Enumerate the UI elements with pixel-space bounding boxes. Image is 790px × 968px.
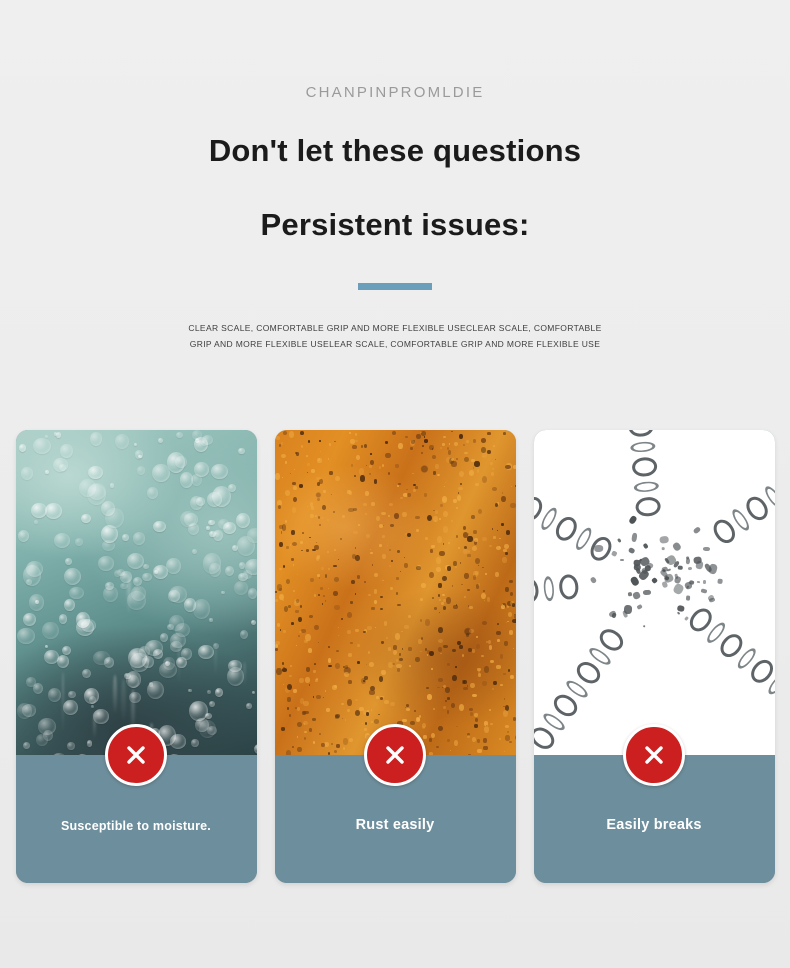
page-subtitle: Persistent issues: (260, 207, 530, 242)
chain-segment (687, 606, 775, 698)
broken-chain-photo (534, 430, 775, 755)
chain-segment (534, 627, 625, 752)
issue-card-rust[interactable] (275, 430, 516, 883)
chain-segment (534, 577, 579, 611)
page-header (0, 0, 790, 352)
x-mark-icon (623, 724, 685, 786)
x-mark-icon (364, 724, 426, 786)
issue-card-moisture[interactable] (16, 430, 257, 883)
issue-card-list (0, 430, 790, 883)
rust-texture-photo (275, 430, 516, 755)
card-label: Easily breaks (606, 817, 702, 833)
card-label: Rust easily (355, 817, 435, 833)
eyebrow-text: CHANPINPROMLDIE (305, 84, 485, 101)
page-title: Don't let these questions (208, 133, 582, 168)
subcopy-text: CLEAR SCALE, COMFORTABLE GRIP AND MORE FLEXIBLE USECLEAR SCALE, COMFORTABLE GRIP AND MORE FLEXIBLE USELEAR SCALE, COMFORTABLE GRIP AND MORE FLEXIBLE USE (188, 323, 602, 349)
water-droplets-photo (16, 430, 257, 755)
issue-card-breakage[interactable] (534, 430, 775, 883)
card-label: Susceptible to moisture. (61, 819, 211, 833)
chain-segment (710, 437, 774, 545)
divider-rule (358, 283, 432, 290)
x-mark-icon (105, 724, 167, 786)
chain-segment (626, 430, 658, 517)
